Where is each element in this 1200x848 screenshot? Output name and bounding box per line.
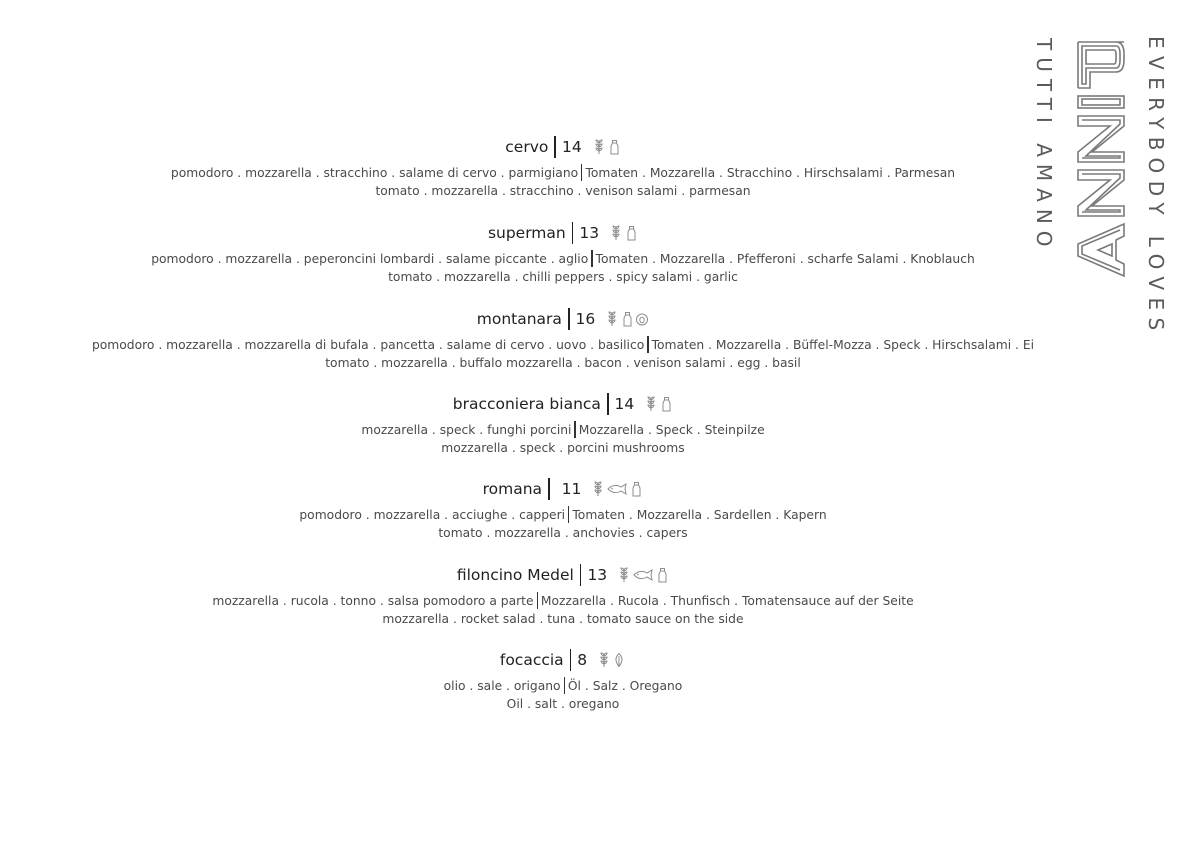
ingredients-german: Tomaten . Mozzarella . Büffel-Mozza . Speck . Hirschsalami . Ei	[651, 338, 1035, 352]
divider	[572, 222, 574, 244]
ingredients-german: Tomaten . Mozzarella . Sardellen . Kapern	[572, 508, 827, 522]
pizza-name: cervo	[505, 138, 549, 156]
ingredients-english: Oil . salt . oregano	[506, 697, 620, 711]
ingredients-it-de	[40, 677, 1086, 695]
ingredients-italian: olio . sale . origano	[443, 679, 561, 693]
allergen-icons	[605, 311, 649, 327]
allergen-icons	[591, 481, 643, 497]
divider	[580, 564, 582, 586]
ingredients-italian: pomodoro . mozzarella . peperoncini lombardi . salame piccante . aglio	[151, 252, 589, 266]
fish-icon	[632, 567, 654, 583]
milk-icon	[607, 139, 621, 155]
pizza-price: 13	[587, 566, 608, 584]
menu-item	[40, 221, 1086, 286]
wheat-icon	[592, 139, 606, 155]
ingredients-english: tomato . mozzarella . chilli peppers . spicy salami . garlic	[388, 270, 738, 284]
tagline-everybody-loves: EVERYBODY LOVES	[1144, 36, 1168, 338]
language-divider	[568, 506, 569, 523]
allergen-icons	[617, 567, 669, 583]
menu-item	[40, 563, 1086, 628]
pizza-name: bracconiera bianca	[452, 395, 601, 413]
menu-item	[40, 135, 1086, 200]
milk-icon	[624, 225, 638, 241]
pizza-wordmark	[1076, 40, 1126, 292]
ingredients-german: Tomaten . Mozzarella . Pfefferoni . scharfe Salami . Knoblauch	[595, 252, 975, 266]
ingredients-italian: mozzarella . rucola . tonno . salsa pomodoro a parte	[212, 594, 534, 608]
menu-item	[40, 477, 1086, 542]
pizza-logo	[1076, 40, 1126, 292]
pizza-price: 11	[561, 480, 582, 498]
menu-item	[40, 392, 1086, 457]
pizza-name: superman	[487, 224, 566, 242]
ingredients-italian: pomodoro . mozzarella . mozzarella di bufala . pancetta . salame di cervo . uovo . basilico	[91, 338, 645, 352]
menu-item-header	[40, 563, 1086, 587]
egg-icon	[635, 311, 649, 327]
tagline-tutti-amano: TUTTI AMANO	[1032, 38, 1056, 254]
language-divider	[574, 421, 575, 438]
menu-item-header	[40, 477, 1086, 501]
leaf-icon	[612, 652, 626, 668]
pizza-name: filoncino Medel	[456, 566, 574, 584]
allergen-icons	[592, 139, 621, 155]
menu-item-header	[40, 307, 1086, 331]
menu-item	[40, 307, 1086, 372]
pizza-price: 13	[579, 224, 600, 242]
ingredients-italian: pomodoro . mozzarella . acciughe . capperi	[299, 508, 566, 522]
ingredients-it-de	[40, 506, 1086, 524]
pizza-price: 16	[575, 310, 596, 328]
fish-icon	[606, 481, 628, 497]
allergen-icons	[609, 225, 638, 241]
ingredients-italian: pomodoro . mozzarella . stracchino . salame di cervo . parmigiano	[170, 166, 579, 180]
pizza-price: 14	[614, 395, 635, 413]
menu-item-header	[40, 135, 1086, 159]
milk-icon	[655, 567, 669, 583]
wheat-icon	[617, 567, 631, 583]
language-divider	[581, 164, 582, 181]
ingredients-english: tomato . mozzarella . stracchino . venison salami . parmesan	[375, 184, 751, 198]
ingredients-german: Mozzarella . Speck . Steinpilze	[578, 423, 765, 437]
pizza-name: montanara	[476, 310, 562, 328]
ingredients-it-de	[40, 592, 1086, 610]
ingredients-english: mozzarella . speck . porcini mushrooms	[441, 441, 685, 455]
menu-item-header	[40, 648, 1086, 672]
divider	[570, 649, 572, 671]
divider	[607, 393, 609, 415]
milk-icon	[659, 396, 673, 412]
menu-item-header	[40, 221, 1086, 245]
pizza-price: 8	[577, 651, 588, 669]
language-divider	[564, 677, 565, 694]
divider	[548, 478, 550, 500]
menu-item-header	[40, 392, 1086, 416]
ingredients-english: tomato . mozzarella . anchovies . capers	[438, 526, 688, 540]
ingredients-it-de	[40, 336, 1086, 354]
pizza-price: 14	[561, 138, 582, 156]
language-divider	[591, 250, 592, 267]
pizza-name: romana	[482, 480, 543, 498]
ingredients-it-de	[40, 421, 1086, 439]
pizza-menu	[40, 0, 1086, 848]
allergen-icons	[597, 652, 626, 668]
allergen-icons	[644, 396, 673, 412]
ingredients-english: tomato . mozzarella . buffalo mozzarella . bacon . venison salami . egg . basil	[325, 356, 801, 370]
menu-item	[40, 648, 1086, 713]
ingredients-german: Tomaten . Mozzarella . Stracchino . Hirschsalami . Parmesan	[585, 166, 956, 180]
ingredients-english: mozzarella . rocket salad . tuna . tomato sauce on the side	[382, 612, 744, 626]
language-divider	[647, 336, 648, 353]
ingredients-german: Öl . Salz . Oregano	[567, 679, 683, 693]
ingredients-it-de	[40, 164, 1086, 182]
milk-icon	[629, 481, 643, 497]
language-divider	[537, 592, 538, 609]
ingredients-german: Mozzarella . Rucola . Thunfisch . Tomatensauce auf der Seite	[540, 594, 914, 608]
wheat-icon	[609, 225, 623, 241]
wheat-icon	[591, 481, 605, 497]
ingredients-it-de	[40, 250, 1086, 268]
wheat-icon	[644, 396, 658, 412]
ingredients-italian: mozzarella . speck . funghi porcini	[361, 423, 572, 437]
pizza-name: focaccia	[499, 651, 564, 669]
milk-icon	[620, 311, 634, 327]
divider	[554, 136, 556, 158]
wheat-icon	[605, 311, 619, 327]
wheat-icon	[597, 652, 611, 668]
divider	[568, 308, 570, 330]
